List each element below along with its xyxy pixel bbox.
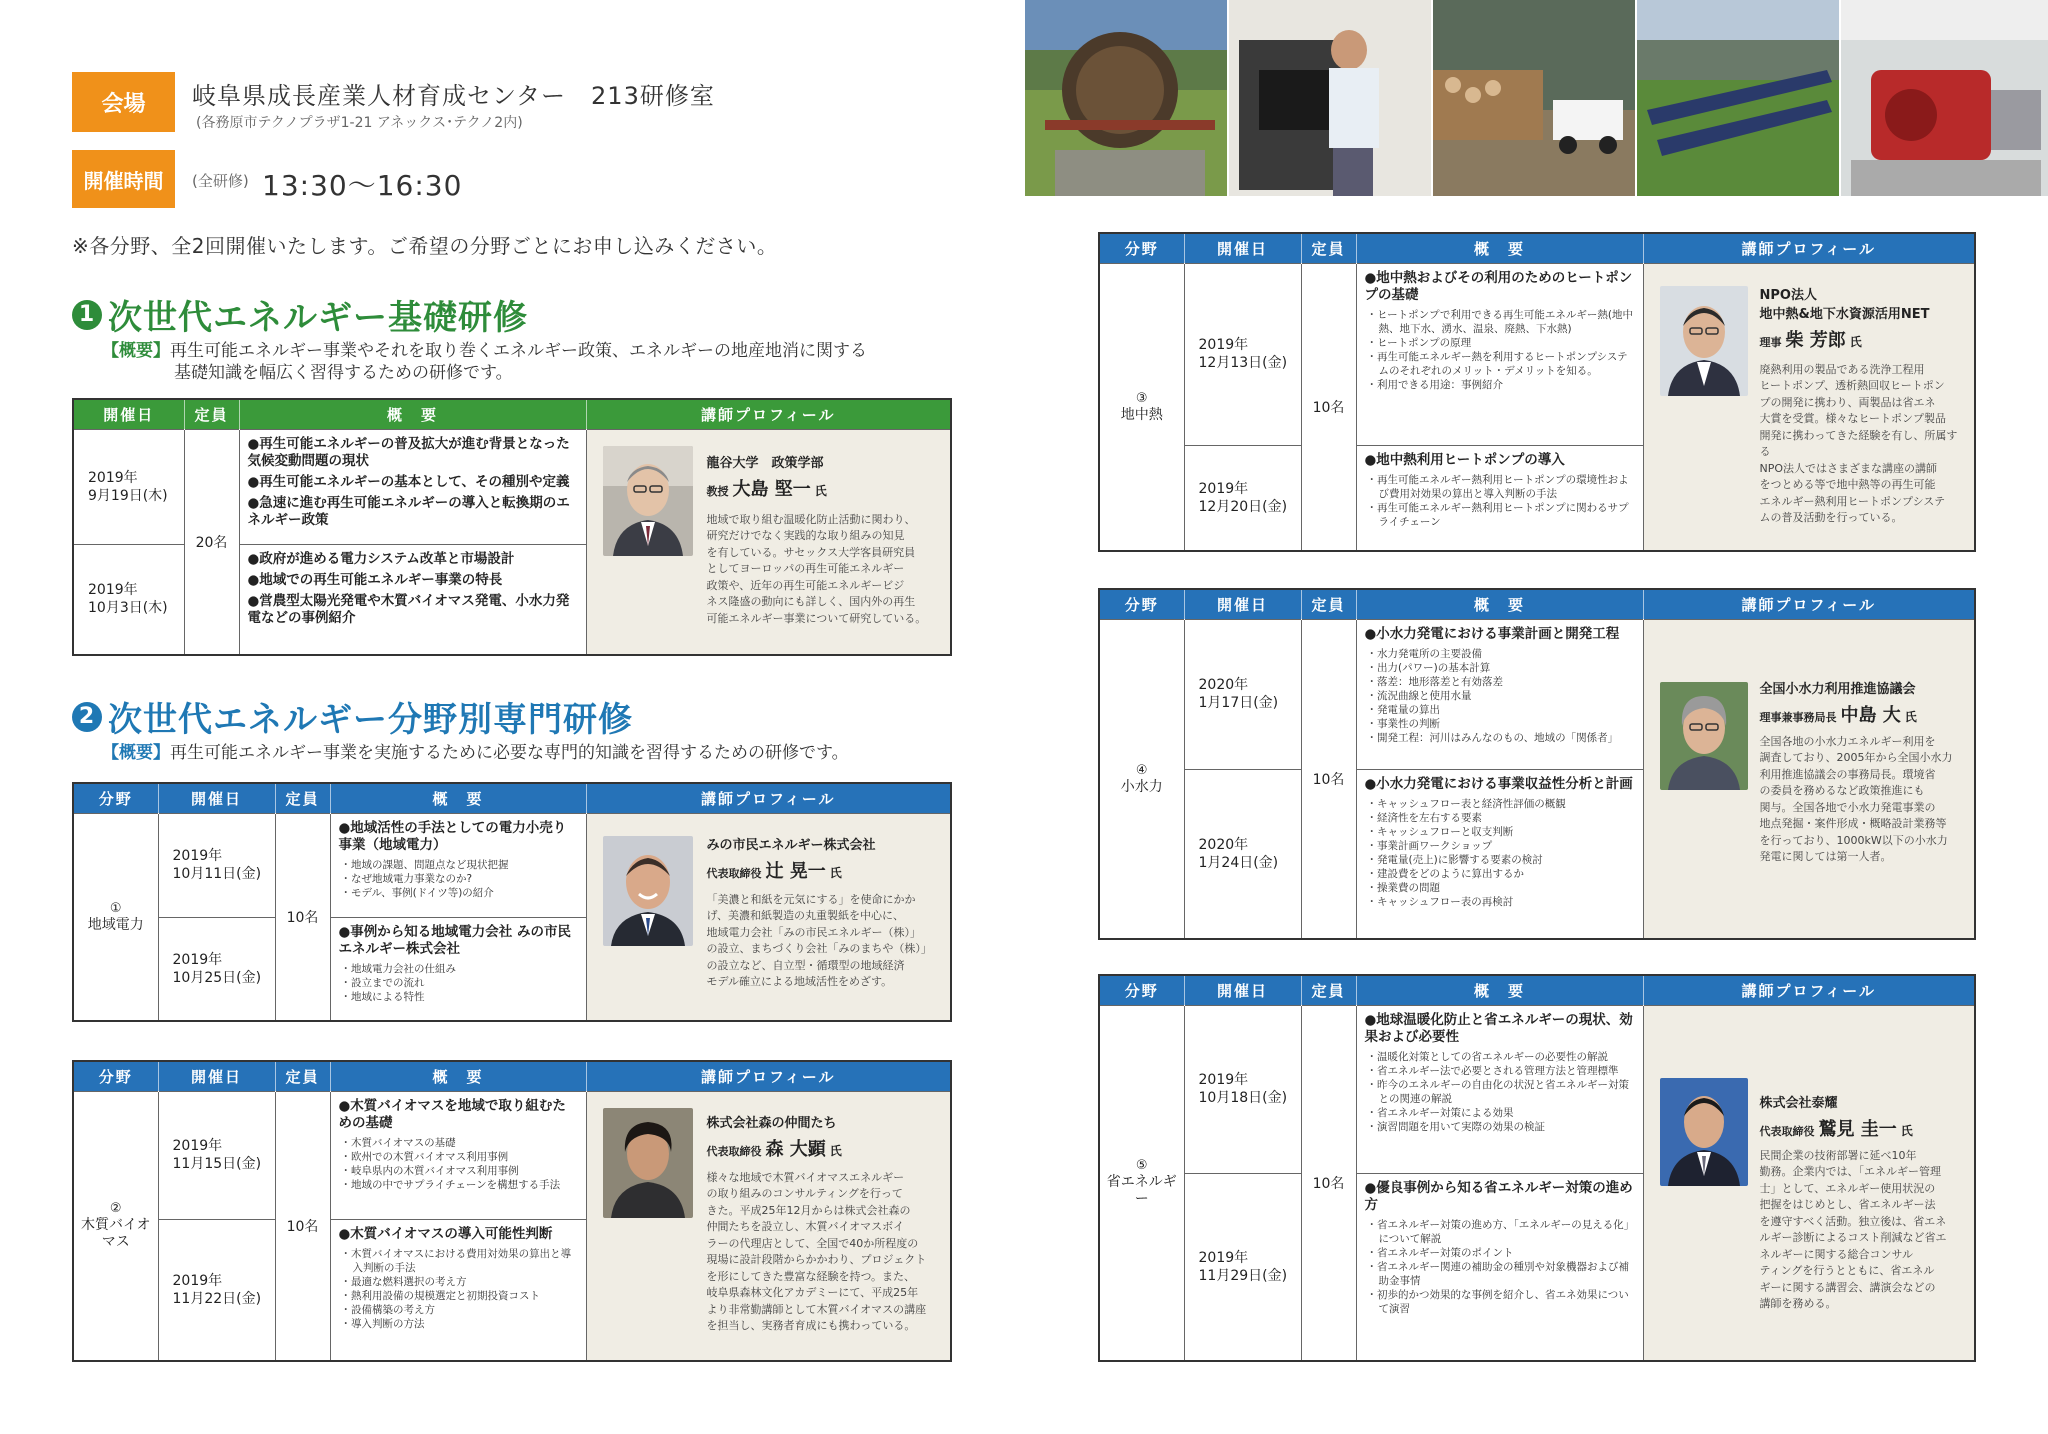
overview-title: ● 地球温暖化防止と省エネルギーの現状、効果および必要性 — [1365, 1012, 1635, 1046]
col-header-field: 分野 — [73, 783, 158, 813]
overview-cell — [1356, 619, 1643, 769]
overview-cell — [1356, 263, 1643, 445]
bio-line: ヒートポンプ、透析熱回収ヒートポン — [1759, 379, 1945, 392]
section1-overview-line1: 再生可能エネルギー事業やそれを取り巻くエネルギー政策、エネルギーの地産地消に関する — [170, 341, 867, 361]
overview-title: ● 小水力発電における事業収益性分析と計画 — [1365, 776, 1635, 793]
date-line: 1月24日(金) — [1198, 854, 1279, 871]
column-header: 開催日 — [1184, 233, 1301, 263]
bio-line: ティングを行うとともに、省エネル — [1759, 1264, 1935, 1277]
bio-line: 勤務。企業内では、「エネルギー管理 — [1759, 1165, 1941, 1178]
bio-line: 政策や、近年の再生可能エネルギービジ — [706, 578, 905, 592]
bio-line: プの開発に携わり、両製品は省エネ — [1759, 395, 1936, 409]
overview-subitem: ・ 発電量(売上)に影響する要素の検討 — [1365, 853, 1635, 867]
overview-subitem: ・ 省エネルギー関連の補助金の種別や対象機器および補助金事情 — [1365, 1260, 1635, 1288]
bio-line: モデル確立による地域活性をめざす。 — [706, 975, 893, 988]
section1-title — [72, 290, 528, 339]
date-year: 2019年 — [88, 582, 138, 599]
date-line: 10月18日(金) — [1198, 1090, 1288, 1106]
col-header-date: 開催日 — [158, 783, 275, 813]
lecturer-photo — [603, 1108, 693, 1218]
bio-line: ルギー診断によるコスト削減など省エ — [1759, 1231, 1947, 1244]
section1-overview-line2: 基礎知識を幅広く習得するための研修です。 — [174, 363, 513, 383]
overview-cell — [239, 544, 586, 655]
overview-title: ● 木質バイオマスの導入可能性判断 — [339, 1226, 578, 1243]
field-name-cell — [1099, 619, 1184, 939]
overview-cell — [1356, 769, 1643, 939]
col-header-date: 開催日 — [73, 399, 184, 429]
lecturer-bio — [1760, 362, 1966, 527]
field-name: 小水力 — [1120, 778, 1163, 795]
field-name: 地域電力 — [87, 916, 144, 933]
bio-line: をつとめる等で地中熱等の再生可能 — [1759, 478, 1936, 491]
lecturer-role: 教授 — [706, 484, 729, 498]
lecturer-bio — [1760, 734, 1966, 866]
overview-item: ● 再生可能エネルギーの普及拡大が進む背景となった気候変動問題の現状 — [248, 436, 578, 470]
overview-cell — [1356, 1173, 1643, 1361]
lecturer-name: 森 大顕 — [765, 1138, 826, 1160]
date-line: 1月17日(金) — [1198, 695, 1279, 711]
bio-line: ネルギーに関する総合コンサル — [1759, 1247, 1913, 1261]
lecturer-org: 株式会社森の仲間たち — [706, 1115, 837, 1131]
overview-cell — [1356, 1005, 1643, 1173]
date-line: 2020年 — [1198, 836, 1249, 853]
capacity-cell: 10名 — [1301, 619, 1356, 939]
lecturer-role: 代表取締役 — [706, 866, 762, 880]
column-header: 開催日 — [1184, 589, 1301, 619]
overview-subitem: ・ 再生可能エネルギー熱利用ヒートポンプに関わるサプライチェーン — [1365, 501, 1635, 529]
lecturer-org: 全国小水力利用推進協議会 — [1759, 681, 1916, 697]
bio-line: ラーの代理店として、全国で40か所程度の — [706, 1236, 919, 1250]
lecturer-profile — [1643, 619, 1975, 939]
lecturer-photo — [1660, 1078, 1748, 1186]
bio-line: を形にしてきた豊富な経験を持つ。また、 — [706, 1269, 916, 1283]
overview-subitem: ・ 経済性を左右する要素 — [1365, 811, 1635, 825]
field-table-3 — [1098, 232, 1976, 552]
column-header: 分野 — [1099, 233, 1184, 263]
overview-subitem: ・ 地域による特性 — [339, 990, 578, 1004]
field-table-4 — [1098, 588, 1976, 940]
bio-line: を担当し、実務者育成にも携わっている。 — [706, 1319, 916, 1332]
lecturer-photo — [1660, 286, 1748, 396]
column-header: 開催日 — [158, 1061, 275, 1091]
overview-subitem: ・ 事業性の判断 — [1365, 717, 1635, 731]
field-name-cell — [1099, 1005, 1184, 1361]
overview-cell — [330, 917, 586, 1021]
overview-subitem: ・ 地域の中でサプライチェーンを構想する手法 — [339, 1178, 578, 1192]
overview-subitem: ・ キャッシュフローと収支判断 — [1365, 825, 1635, 839]
lecturer-bio — [707, 1170, 943, 1335]
lecturer-name: 鷲見 圭一 — [1818, 1118, 1897, 1140]
column-header: 定員 — [275, 1061, 330, 1091]
column-header: 定員 — [1301, 233, 1356, 263]
session-date — [1184, 263, 1301, 445]
date-day: 10月3日(木) — [88, 600, 168, 617]
overview-subitem: ・ ヒートポンプの原理 — [1365, 336, 1635, 350]
overview-subitem: ・ 初歩的かつ効果的な事例を紹介し、省エネ効果について演習 — [1365, 1288, 1635, 1316]
capacity-cell: 10名 — [275, 1091, 330, 1361]
section2-title-text: 次世代エネルギー分野別専門研修 — [108, 700, 633, 740]
date-line: 2020年 — [1198, 677, 1249, 693]
col-header-overview: 概 要 — [239, 399, 586, 429]
overview-title: ● 木質バイオマスを地域で取り組むための基礎 — [339, 1098, 578, 1132]
date-line: 2019年 — [1198, 337, 1249, 353]
venue-name: 岐阜県成長産業人材育成センター 213研修室 — [192, 82, 715, 110]
overview-cell — [330, 813, 586, 917]
bio-line: 講師を務める。 — [1759, 1297, 1837, 1310]
overview-subitem: ・ 温暖化対策としての省エネルギーの必要性の解説 — [1365, 1050, 1635, 1064]
overview-title: ● 事例から知る地域電力会社 みの市民エネルギー株式会社 — [339, 924, 578, 958]
overview-subitem: ・ キャッシュフロー表と経済性評価の概観 — [1365, 797, 1635, 811]
overview-subitem: ・ ヒートポンプで利用できる再生可能エネルギー熱(地中熱、地下水、湧水、温泉、廃熱、下水熱) — [1365, 308, 1635, 336]
bio-line: の取り組みのコンサルティングを行って — [706, 1187, 903, 1200]
time-value: 13:30〜16:30 — [262, 169, 463, 202]
field-table-1 — [72, 782, 952, 1022]
date-line: 10月11日(金) — [172, 866, 262, 882]
lecturer-org: 地中熱&地下水資源活用NET — [1759, 306, 1930, 322]
overview-subitem: ・ 木質バイオマスにおける費用対効果の算出と導入判断の手法 — [339, 1247, 578, 1275]
capacity-cell: 10名 — [1301, 1005, 1356, 1361]
field-name: 地中熱 — [1120, 406, 1163, 423]
col-header-capacity: 定員 — [184, 399, 239, 429]
lecturer-photo — [603, 446, 693, 556]
overview-cell — [330, 1219, 586, 1361]
overview-item: ● 急速に進む再生可能エネルギーの導入と転換期のエネルギー政策 — [248, 495, 578, 529]
bio-line: 調査しており、2005年から全国小水力 — [1759, 751, 1953, 764]
overview-subitem: ・ 利用できる用途：事例紹介 — [1365, 378, 1635, 392]
overview-subitem: ・ 発電量の算出 — [1365, 703, 1635, 717]
date-line: 2019年 — [1198, 1249, 1249, 1266]
section1-number: 1 — [72, 300, 102, 330]
column-header: 概 要 — [330, 1061, 586, 1091]
overview-subitem: ・ 演習問題を用いて実際の効果の検証 — [1365, 1120, 1635, 1134]
field-number: ③ — [1135, 390, 1148, 406]
date-line: 2019年 — [1198, 480, 1249, 497]
field-number: ④ — [1135, 762, 1148, 778]
date-line: 2019年 — [172, 951, 223, 968]
session-date — [1184, 1173, 1301, 1361]
col-header-capacity: 定員 — [275, 783, 330, 813]
field-name-cell — [73, 1091, 158, 1361]
lecturer-role: 代表取締役 — [706, 1144, 762, 1158]
venue-tag: 会場 — [72, 72, 175, 132]
section2-number: 2 — [72, 702, 102, 732]
lecturer-org: NPO法人 — [1759, 287, 1817, 303]
date-day: 9月19日(木) — [88, 487, 168, 504]
field-name: 省エネルギー — [1106, 1174, 1177, 1208]
date-line: 2019年 — [172, 1138, 223, 1154]
overview-cell — [1356, 445, 1643, 551]
column-header: 概 要 — [1356, 233, 1643, 263]
section2-overview-label: 【概要】 — [102, 743, 170, 763]
date-year: 2019年 — [88, 469, 138, 486]
lecturer-photo — [1660, 682, 1748, 790]
date-line: 2019年 — [172, 848, 223, 864]
session-date — [1184, 619, 1301, 769]
column-header: 開催日 — [1184, 975, 1301, 1005]
bio-line: 発電に関しては第一人者。 — [1759, 850, 1892, 863]
bio-line: 地点発掘・案件形成・概略設計業務等 — [1759, 817, 1947, 830]
bio-line: 把握をはじめとし、省エネルギー法 — [1759, 1198, 1936, 1211]
section1-table — [72, 398, 952, 656]
overview-item: ● 地域での再生可能エネルギー事業の特長 — [248, 572, 578, 589]
bio-line: 「美濃と和紙を元気にする」を使命にかか — [706, 892, 916, 906]
overview-title: ● 優良事例から知る省エネルギー対策の進め方 — [1365, 1180, 1635, 1214]
overview-subitem: ・ 木質バイオマスの基礎 — [339, 1136, 578, 1150]
bio-line: ネス隆盛の動向にも詳しく、国内外の再生 — [706, 595, 916, 608]
session-date — [73, 429, 184, 544]
lecturer-name: 大島 堅一 — [732, 478, 811, 500]
notice-text: ※各分野、全2回開催いたします。ご希望の分野ごとにお申し込みください。 — [72, 234, 778, 258]
bio-line: 開発に携わってきた経験を有し、所属する — [1759, 428, 1958, 458]
capacity-cell: 10名 — [1301, 263, 1356, 551]
bio-line: エネルギー熱利用ヒートポンプシステ — [1759, 494, 1946, 508]
overview-subitem: ・ 出力(パワー)の基本計算 — [1365, 661, 1635, 675]
overview-subitem: ・ 水力発電所の主要設備 — [1365, 647, 1635, 661]
overview-subitem: ・ 設備構築の考え方 — [339, 1303, 578, 1317]
field-number: ② — [109, 1201, 122, 1217]
section1-overview — [102, 340, 962, 384]
column-header: 分野 — [1099, 589, 1184, 619]
section2-title — [72, 692, 633, 741]
bio-line: げ、美濃和紙製造の丸重製紙を中心に、 — [706, 909, 905, 922]
overview-subitem: ・ 岐阜県内の木質バイオマス利用事例 — [339, 1164, 578, 1178]
column-header: 講師プロフィール — [586, 1061, 951, 1091]
date-line: 11月29日(金) — [1198, 1267, 1288, 1284]
bio-line: ギーに関する講習会、講演会などの — [1759, 1280, 1936, 1294]
lecturer-profile — [1643, 1005, 1975, 1361]
bio-line: 仲間たちを設立し、木質バイオマスボイ — [706, 1220, 905, 1233]
date-line: 12月13日(金) — [1198, 355, 1288, 371]
bio-line: 廃熱利用の製品である洗浄工程用 — [1759, 362, 1925, 376]
lecturer-org: 株式会社泰耀 — [1759, 1095, 1838, 1111]
section1-overview-label: 【概要】 — [102, 341, 170, 361]
field-table-5 — [1098, 974, 1976, 1362]
session-date — [73, 544, 184, 655]
overview-title: ● 地中熱およびその利用のためのヒートポンプの基礎 — [1365, 270, 1635, 304]
overview-subitem: ・ 導入判断の方法 — [339, 1317, 578, 1331]
capacity-cell: 20名 — [184, 429, 239, 655]
lecturer-org: みの市民エネルギー株式会社 — [706, 837, 876, 853]
column-header: 概 要 — [1356, 589, 1643, 619]
field-table-2 — [72, 1060, 952, 1362]
session-date — [158, 813, 275, 917]
column-header: 分野 — [1099, 975, 1184, 1005]
biomass-boiler-photo — [1229, 0, 1431, 196]
bio-line: ムの普及活動を行っている。 — [1759, 511, 1903, 524]
firewood-truck-photo — [1433, 0, 1635, 196]
overview-subitem: ・ 地域電力会社の仕組み — [339, 962, 578, 976]
date-line: 10月25日(金) — [172, 969, 262, 986]
overview-subitem: ・ 建設費をどのように算出するか — [1365, 867, 1635, 881]
date-line: 12月20日(金) — [1198, 498, 1288, 515]
bio-line: 様々な地域で木質バイオマスエネルギー — [706, 1170, 905, 1184]
column-header: 講師プロフィール — [1643, 589, 1975, 619]
lecturer-bio — [1760, 1148, 1966, 1313]
section2-overview-line1: 再生可能エネルギー事業を実施するために必要な専門的知識を習得するための研修です。 — [170, 743, 849, 763]
bio-line: 可能エネルギー事業について研究している。 — [706, 611, 927, 625]
field-name: 木質バイオマス — [80, 1217, 151, 1251]
lecturer-role: 代表取締役 — [1759, 1124, 1815, 1138]
field-number: ① — [109, 900, 122, 916]
col-header-lecturer: 講師プロフィール — [586, 399, 951, 429]
bio-line: 現場に設計段階からかかわり、プロジェクト — [706, 1253, 927, 1266]
bio-line: 研究だけでなく実践的な取り組みの知見 — [706, 529, 905, 542]
bio-line: を遵守すべく活動。独立後は、省エネ — [1759, 1214, 1947, 1228]
overview-subitem: ・ 省エネルギー法で必要とされる管理方法と管理標準 — [1365, 1064, 1635, 1078]
overview-subitem: ・ 流況曲線と使用水量 — [1365, 689, 1635, 703]
lecturer-honor: 氏 — [829, 865, 842, 880]
session-date — [158, 1219, 275, 1361]
lecturer-profile — [1643, 263, 1975, 551]
overview-subitem: ・ 操業費の問題 — [1365, 881, 1635, 895]
overview-subitem: ・ 省エネルギー対策による効果 — [1365, 1106, 1635, 1120]
column-header: 概 要 — [1356, 975, 1643, 1005]
session-date — [1184, 1005, 1301, 1173]
lecturer-bio — [707, 512, 943, 628]
bio-line: 大賞を受賞。様々なヒートポンプ製品 — [1759, 412, 1947, 425]
field-number: ⑤ — [1135, 1158, 1148, 1174]
column-header: 分野 — [73, 1061, 158, 1091]
column-header: 定員 — [1301, 589, 1356, 619]
lecturer-bio — [707, 892, 943, 991]
overview-cell — [239, 429, 586, 544]
session-date — [158, 917, 275, 1021]
overview-subitem: ・ 省エネルギー対策の進め方、「エネルギーの見える化」について解説 — [1365, 1218, 1635, 1246]
bio-line: 岐阜県森林文化アカデミーにて、平成25年 — [706, 1286, 919, 1299]
column-header: 講師プロフィール — [1643, 233, 1975, 263]
session-date — [1184, 445, 1301, 551]
lecturer-profile — [586, 813, 951, 1021]
overview-subitem: ・ 昨今のエネルギーの自由化の状況と省エネルギー対策との関連の解説 — [1365, 1078, 1635, 1106]
time-tag: 開催時間 — [72, 150, 175, 208]
overview-subitem: ・ 開発工程：河川はみんなのもの、地域の「関係者」 — [1365, 731, 1635, 745]
session-date — [158, 1091, 275, 1219]
lecturer-honor: 氏 — [1849, 334, 1862, 349]
bio-line: きた。平成25年12月からは株式会社森の — [706, 1203, 911, 1217]
bio-line: より非常勤講師として木質バイオマスの講座 — [706, 1302, 927, 1316]
col-header-overview: 概 要 — [330, 783, 586, 813]
lecturer-honor: 氏 — [814, 483, 827, 498]
col-header-lecturer: 講師プロフィール — [586, 783, 951, 813]
lecturer-photo — [603, 836, 693, 946]
waterwheel-photo — [1025, 0, 1227, 196]
overview-subitem: ・ 省エネルギー対策のポイント — [1365, 1246, 1635, 1260]
bio-line: 士」として、エネルギー使用状況の — [1759, 1181, 1936, 1195]
section2-overview — [102, 742, 962, 764]
overview-subitem: ・ なぜ地域電力事業なのか? — [339, 872, 578, 886]
overview-item: ● 営農型太陽光発電や木質バイオマス発電、小水力発電などの事例紹介 — [248, 593, 578, 627]
overview-subitem: ・ 再生可能エネルギー熱利用ヒートポンプの環境性および費用対効果の算出と導入判断の手法 — [1365, 473, 1635, 501]
lecturer-name: 柴 芳郎 — [1785, 329, 1846, 351]
lecturer-profile — [586, 429, 951, 655]
lecturer-role: 理事兼事務局長 — [1759, 710, 1837, 724]
lecturer-honor: 氏 — [1900, 1123, 1913, 1138]
overview-subitem: ・ 落差：地形落差と有効落差 — [1365, 675, 1635, 689]
lecturer-role: 理事 — [1759, 335, 1782, 349]
column-header: 講師プロフィール — [1643, 975, 1975, 1005]
bio-line: を有している。サセックス大学客員研究員 — [706, 545, 916, 559]
overview-subitem: ・ 再生可能エネルギー熱を利用するヒートポンプシステムのそれぞれのメリット・デメリットを知る。 — [1365, 350, 1635, 378]
field-name-cell — [1099, 263, 1184, 551]
overview-title: ● 地域活性の手法としての電力小売り事業（地域電力） — [339, 820, 578, 854]
overview-item: ● 再生可能エネルギーの基本として、その種別や定義 — [248, 474, 578, 491]
bio-line: の委員を務めるなど政策推進にも — [1759, 784, 1925, 797]
lecturer-org: 龍谷大学 政策学部 — [706, 455, 824, 471]
bio-line: 関与。全国各地で小水力発電事業の — [1759, 800, 1936, 814]
lecturer-name: 辻 晃一 — [765, 860, 826, 882]
bio-line: 民間企業の技術部署に延べ10年 — [1759, 1148, 1917, 1162]
bio-line: の設立、まちづくり会社「みのまちや（株）」 — [706, 942, 932, 955]
bio-line: 地域で取り組む温暖化防止活動に関わり、 — [706, 512, 916, 526]
overview-subitem: ・ 設立までの流れ — [339, 976, 578, 990]
date-line: 11月22日(金) — [172, 1290, 262, 1307]
bio-line: の設立など、自立型・循環型の地域経済 — [706, 958, 905, 972]
overview-subitem: ・ 事業計画ワークショップ — [1365, 839, 1635, 853]
bio-line: 全国各地の小水力エネルギー利用を — [1759, 734, 1936, 748]
overview-item: ● 政府が進める電力システム改革と市場設計 — [248, 551, 578, 568]
capacity-cell: 10名 — [275, 813, 330, 1021]
overview-subitem: ・ モデル、事例(ドイツ等)の紹介 — [339, 886, 578, 900]
lecturer-honor: 氏 — [1904, 709, 1917, 724]
column-header: 定員 — [1301, 975, 1356, 1005]
lecturer-honor: 氏 — [829, 1143, 842, 1158]
overview-title: ● 地中熱利用ヒートポンプの導入 — [1365, 452, 1635, 469]
bio-line: 利用推進協議会の事務局長。環境省 — [1759, 767, 1936, 781]
bio-line: NPO法人ではさまざまな講座の講師 — [1759, 461, 1938, 475]
time-prefix: (全研修) — [192, 172, 249, 190]
overview-subitem: ・ キャッシュフロー表の再検討 — [1365, 895, 1635, 909]
bio-line: としてヨーロッパの再生可能エネルギー — [706, 562, 905, 575]
session-date — [1184, 769, 1301, 939]
lecturer-name: 中島 大 — [1840, 704, 1901, 726]
lecturer-profile — [586, 1091, 951, 1361]
solar-farm-photo — [1637, 0, 1839, 196]
heat-pump-photo — [1841, 0, 2048, 196]
overview-subitem: ・ 欧州での木質バイオマス利用事例 — [339, 1150, 578, 1164]
field-name-cell — [73, 813, 158, 1021]
overview-title: ● 小水力発電における事業計画と開発工程 — [1365, 626, 1635, 643]
date-line: 11月15日(金) — [172, 1156, 262, 1172]
section1-title-text: 次世代エネルギー基礎研修 — [108, 298, 528, 338]
overview-subitem: ・ 熱利用設備の規模選定と初期投資コスト — [339, 1289, 578, 1303]
overview-subitem: ・ 地域の課題、問題点など現状把握 — [339, 858, 578, 872]
overview-cell — [330, 1091, 586, 1219]
date-line: 2019年 — [172, 1272, 223, 1289]
overview-subitem: ・ 最適な燃料選択の考え方 — [339, 1275, 578, 1289]
date-line: 2019年 — [1198, 1072, 1249, 1088]
bio-line: を行っており、1000kW以下の小水力 — [1759, 833, 1948, 847]
bio-line: 地域電力会社「みの市民エネルギー（株）」 — [706, 925, 921, 939]
venue-address: (各務原市テクノプラザ1-21 アネックス･テクノ2内) — [196, 115, 523, 131]
